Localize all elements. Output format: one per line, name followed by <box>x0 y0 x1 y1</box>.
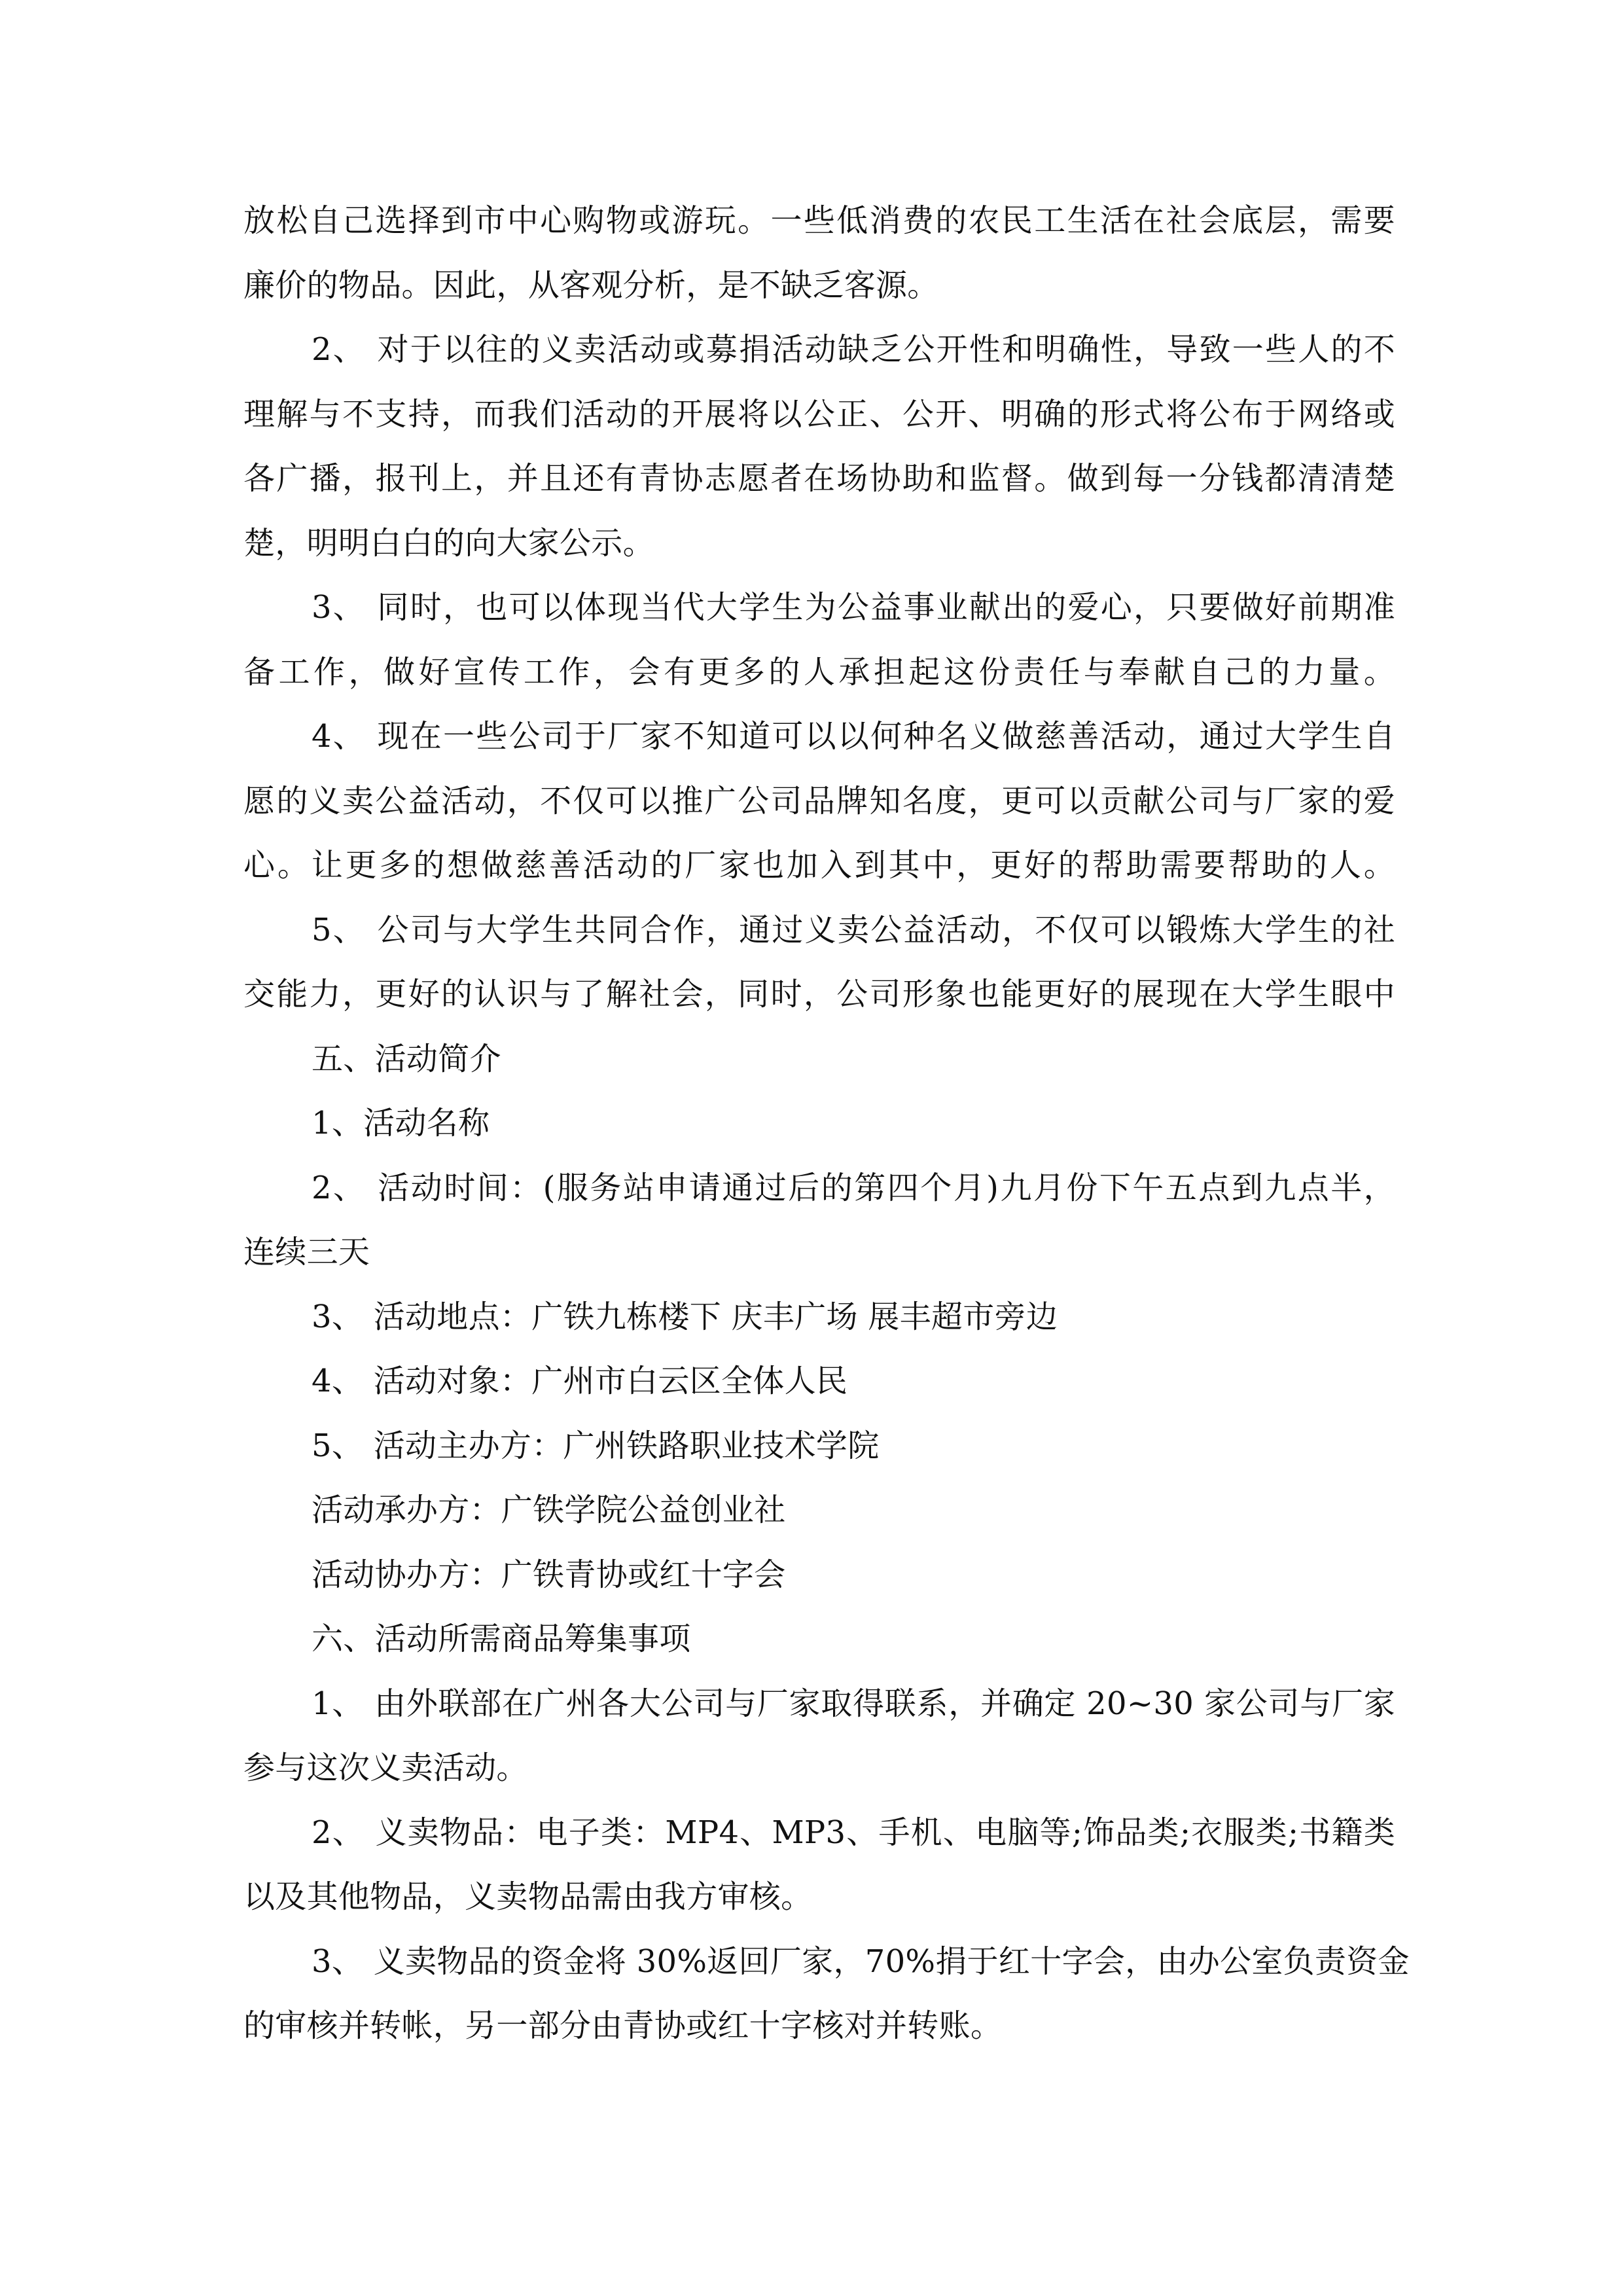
text-line: 2、 对于以往的义卖活动或募捐活动缺乏公开性和明确性，导致一些人的不 <box>312 331 1395 368</box>
text-line: 3、 活动地点：广铁九栋楼下 庆丰广场 展丰超市旁边 <box>312 1298 1058 1335</box>
section-heading: 六、活动所需商品筹集事项 <box>312 1621 691 1657</box>
text-line: 的审核并转帐，另一部分由青协或红十字核对并转账。 <box>243 2007 1003 2044</box>
text-line: 1、 由外联部在广州各大公司与厂家取得联系，并确定 20~30 家公司与厂家 <box>312 1685 1395 1722</box>
text-line: 3、 同时，也可以体现当代大学生为公益事业献出的爱心，只要做好前期准 <box>312 589 1395 626</box>
text-line: 参与这次义卖活动。 <box>243 1749 528 1786</box>
text-line: 活动协办方：广铁青协或红十字会 <box>312 1556 786 1593</box>
text-line: 心。让更多的想做慈善活动的厂家也加入到其中，更好的帮助需要帮助的人。 <box>243 847 1395 884</box>
document-body <box>243 188 1410 2058</box>
text-line: 4、 活动对象：广州市白云区全体人民 <box>312 1363 848 1399</box>
text-line: 放松自己选择到市中心购物或游玩。一些低消费的农民工生活在社会底层，需要 <box>243 202 1395 239</box>
text-line: 1、活动名称 <box>312 1105 490 1141</box>
text-line: 备工作，做好宣传工作，会有更多的人承担起这份责任与奉献自己的力量。 <box>243 653 1395 691</box>
text-line: 楚，明明白白的向大家公示。 <box>243 524 654 562</box>
text-line: 连续三天 <box>243 1234 370 1270</box>
text-line: 3、 义卖物品的资金将 30%返回厂家，70%捐于红十字会，由办公室负责资金 <box>312 1943 1410 1980</box>
text-line: 4、 现在一些公司于厂家不知道可以以何种名义做慈善活动，通过大学生自 <box>312 718 1395 755</box>
text-line: 2、 义卖物品：电子类：MP4、MP3、手机、电脑等;饰品类;衣服类;书籍类 <box>312 1814 1395 1851</box>
text-line: 5、 公司与大学生共同合作，通过义卖公益活动，不仅可以锻炼大学生的社 <box>312 911 1395 948</box>
text-line: 2、 活动时间：(服务站申请通过后的第四个月)九月份下午五点到九点半， <box>312 1169 1395 1206</box>
text-line: 各广播，报刊上，并且还有青协志愿者在场协助和监督。做到每一分钱都清清楚 <box>243 460 1395 497</box>
text-line: 愿的义卖公益活动，不仅可以推广公司品牌知名度，更可以贡献公司与厂家的爱 <box>243 782 1395 819</box>
text-line: 廉价的物品。因此，从客观分析，是不缺乏客源。 <box>243 266 939 304</box>
text-line: 理解与不支持，而我们活动的开展将以公正、公开、明确的形式将公布于网络或 <box>243 395 1395 433</box>
text-line: 5、 活动主办方：广州铁路职业技术学院 <box>312 1427 880 1464</box>
text-line: 活动承办方：广铁学院公益创业社 <box>312 1492 786 1528</box>
text-line: 交能力，更好的认识与了解社会，同时，公司形象也能更好的展现在大学生眼中 <box>243 976 1395 1013</box>
section-heading: 五、活动简介 <box>312 1040 501 1077</box>
text-line: 以及其他物品，义卖物品需由我方审核。 <box>243 1878 813 1915</box>
